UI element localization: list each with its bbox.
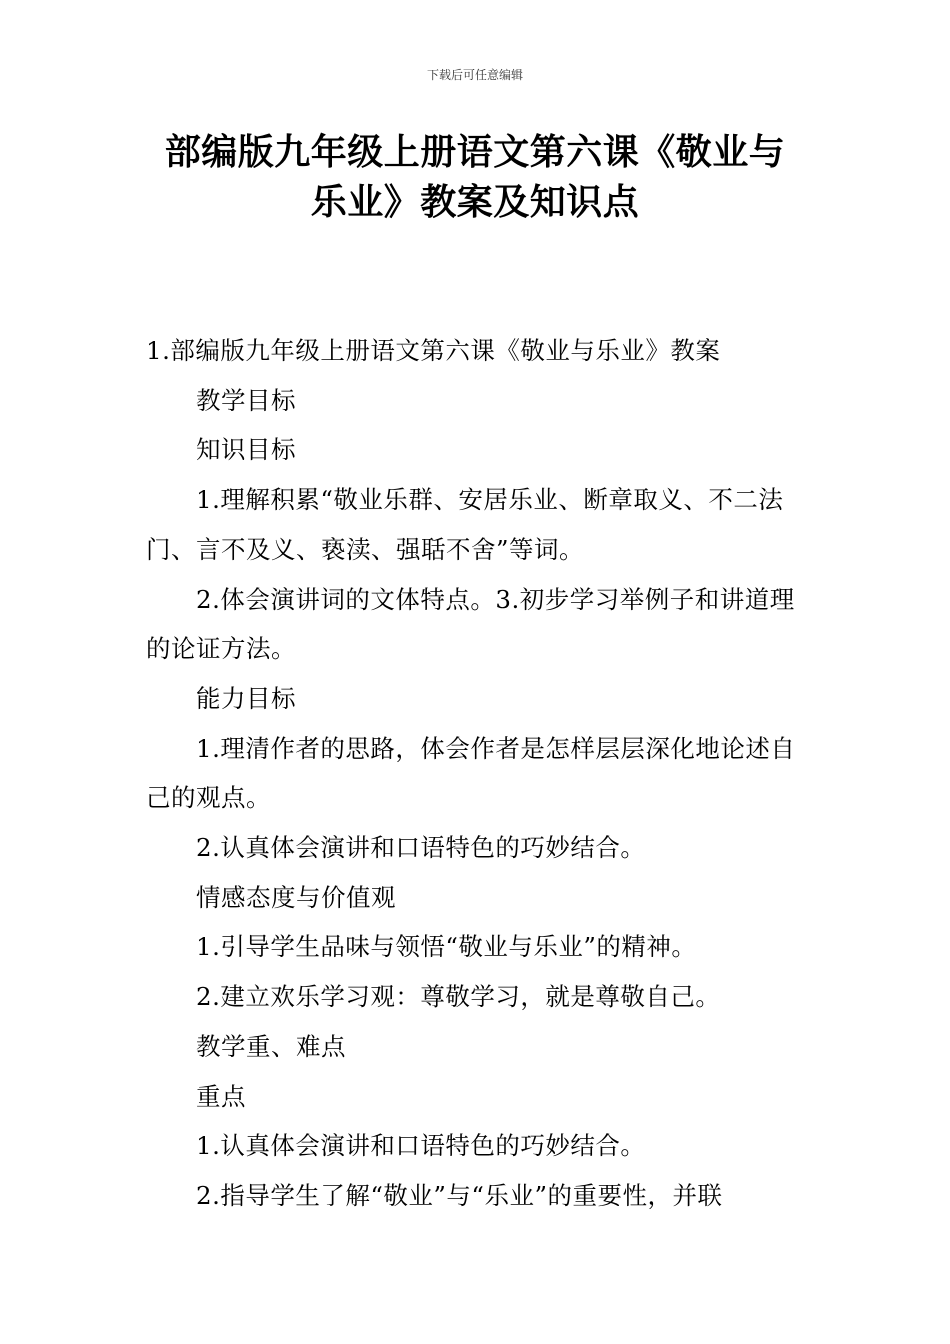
- body-paragraph: 1.认真体会演讲和口语特色的巧妙结合。: [196, 1131, 646, 1161]
- header-note: 下载后可任意编辑: [426, 68, 523, 82]
- body-paragraph: 2.建立欢乐学习观：尊敬学习，就是尊敬自己。: [196, 982, 721, 1012]
- body-paragraph: 1.引导学生品味与领悟“敬业与乐业”的精神。: [196, 932, 697, 962]
- body-paragraph: 2.指导学生了解“敬业”与“乐业”的重要性，并联: [196, 1180, 723, 1210]
- body-paragraph: 2.认真体会演讲和口语特色的巧妙结合。: [196, 833, 646, 863]
- body-paragraph: 情感态度与价值观: [196, 882, 396, 912]
- body-paragraph: 教学目标: [196, 385, 296, 415]
- body-paragraph: 1.理解积累“敬业乐群、安居乐业、断章取义、不二法门、言不及义、亵渎、强聒不舍”等词。: [146, 485, 784, 564]
- body-paragraph: 1.理清作者的思路，体会作者是怎样层层深化地论述自己的观点。: [146, 733, 796, 813]
- body-paragraph: 知识目标: [196, 435, 296, 465]
- body-paragraph: 重点: [196, 1081, 246, 1111]
- document-body: [146, 326, 810, 1221]
- body-paragraph: 能力目标: [196, 683, 296, 713]
- body-paragraph: 1.部编版九年级上册语文第六课《敬业与乐业》教案: [146, 336, 721, 365]
- body-paragraph: 2.体会演讲词的文体特点。3.初步学习举例子和讲道理的论证方法。: [146, 584, 795, 664]
- document-title: 部编版九年级上册语文第六课《敬业与乐业》教案及知识点: [164, 132, 786, 223]
- body-paragraph: 教学重、难点: [196, 1031, 346, 1061]
